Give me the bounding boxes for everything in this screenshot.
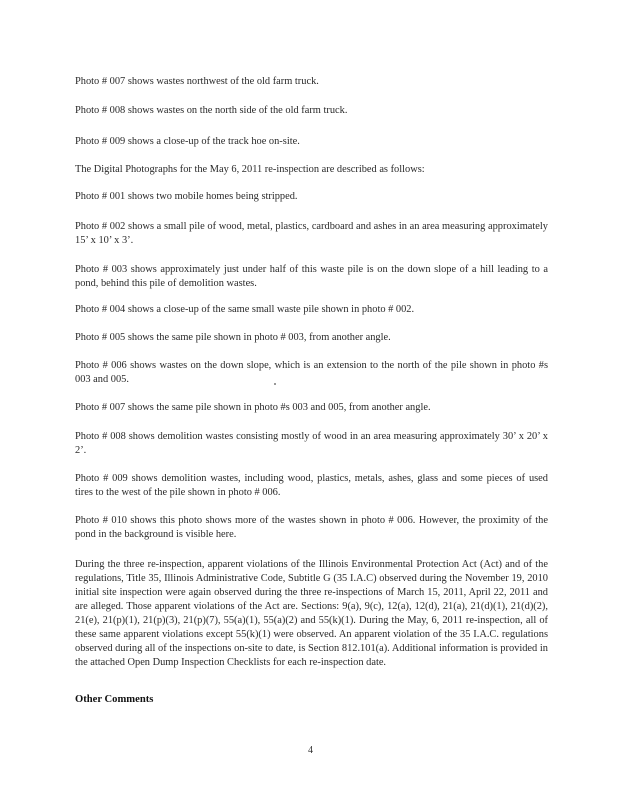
other-comments-heading: Other Comments: [75, 694, 154, 705]
photo-005-description: Photo # 005 shows the same pile shown in photo # 003, from another angle.: [75, 332, 391, 343]
photo-003-description: Photo # 003 shows approximately just under half of this waste pile is on the down slope of a hill leading to a pond, behind this pile of demolition wastes.: [75, 264, 548, 289]
photo-001-description: Photo # 001 shows two mobile homes being stripped.: [75, 191, 298, 202]
photo-010-description: Photo # 010 shows this photo shows more of the wastes shown in photo # 006. However, the proximity of the pond in the background is visible here.: [75, 515, 548, 540]
scan-speck: [274, 383, 276, 385]
page-number: 4: [308, 745, 313, 756]
photo-006-description: Photo # 006 shows wastes on the down slope, which is an extension to the north of the pile shown in photo #s 003 and 005.: [75, 360, 548, 385]
photo-007-description: Photo # 007 shows the same pile shown in photo #s 003 and 005, from another angle.: [75, 402, 431, 413]
photo-007-farm-truck-description: Photo # 007 shows wastes northwest of the old farm truck.: [75, 76, 319, 87]
photo-009-track-hoe-description: Photo # 009 shows a close-up of the track hoe on-site.: [75, 136, 300, 147]
photo-008-farm-truck-description: Photo # 008 shows wastes on the north side of the old farm truck.: [75, 105, 348, 116]
photo-009-description: Photo # 009 shows demolition wastes, including wood, plastics, metals, ashes, glass and some pieces of used tires to the west of the pile shown in photo # 006.: [75, 473, 548, 498]
photo-008-description: Photo # 008 shows demolition wastes consisting mostly of wood in an area measuring approximately 30’ x 20’ x 2’.: [75, 431, 548, 456]
may-reinspection-intro: The Digital Photographs for the May 6, 2011 re-inspection are described as follows:: [75, 164, 425, 175]
photo-004-description: Photo # 004 shows a close-up of the same small waste pile shown in photo # 002.: [75, 304, 415, 315]
photo-002-description: Photo # 002 shows a small pile of wood, metal, plastics, cardboard and ashes in an area measuring approximately 15’ x 10’ x 3’.: [75, 221, 548, 246]
violations-paragraph: During the three re-inspection, apparent violations of the Illinois Environmental Protection Act (Act) and of the regulations, Title 35, Illinois Administrative Code, Subtitle G (35 I.A.C) observed during the November 19, 2010 initial site inspection were again observed during the three re-inspections of March 15, 2011, April 22, 2011 and are alleged. Those apparent violations of the Act are. Sections: 9(a), 9(c), 12(a), 12(d), 21(a), 21(d)(1), 21(d)(2), 21(e), 21(p)(1), 21(p)(3), 21(p)(7), 55(a)(1), 55(a)(2) and 55(k)(1). During the May, 6, 2011 re-inspection, all of these same apparent violations except 55(k)(1) were observed. An apparent violation of the 35 I.A.C. regulations observed during all of the inspections on-site to date, is Section 812.101(a). Additional information is provided in the attached Open Dump Inspection Checklists for each re-inspection date.: [75, 559, 548, 668]
